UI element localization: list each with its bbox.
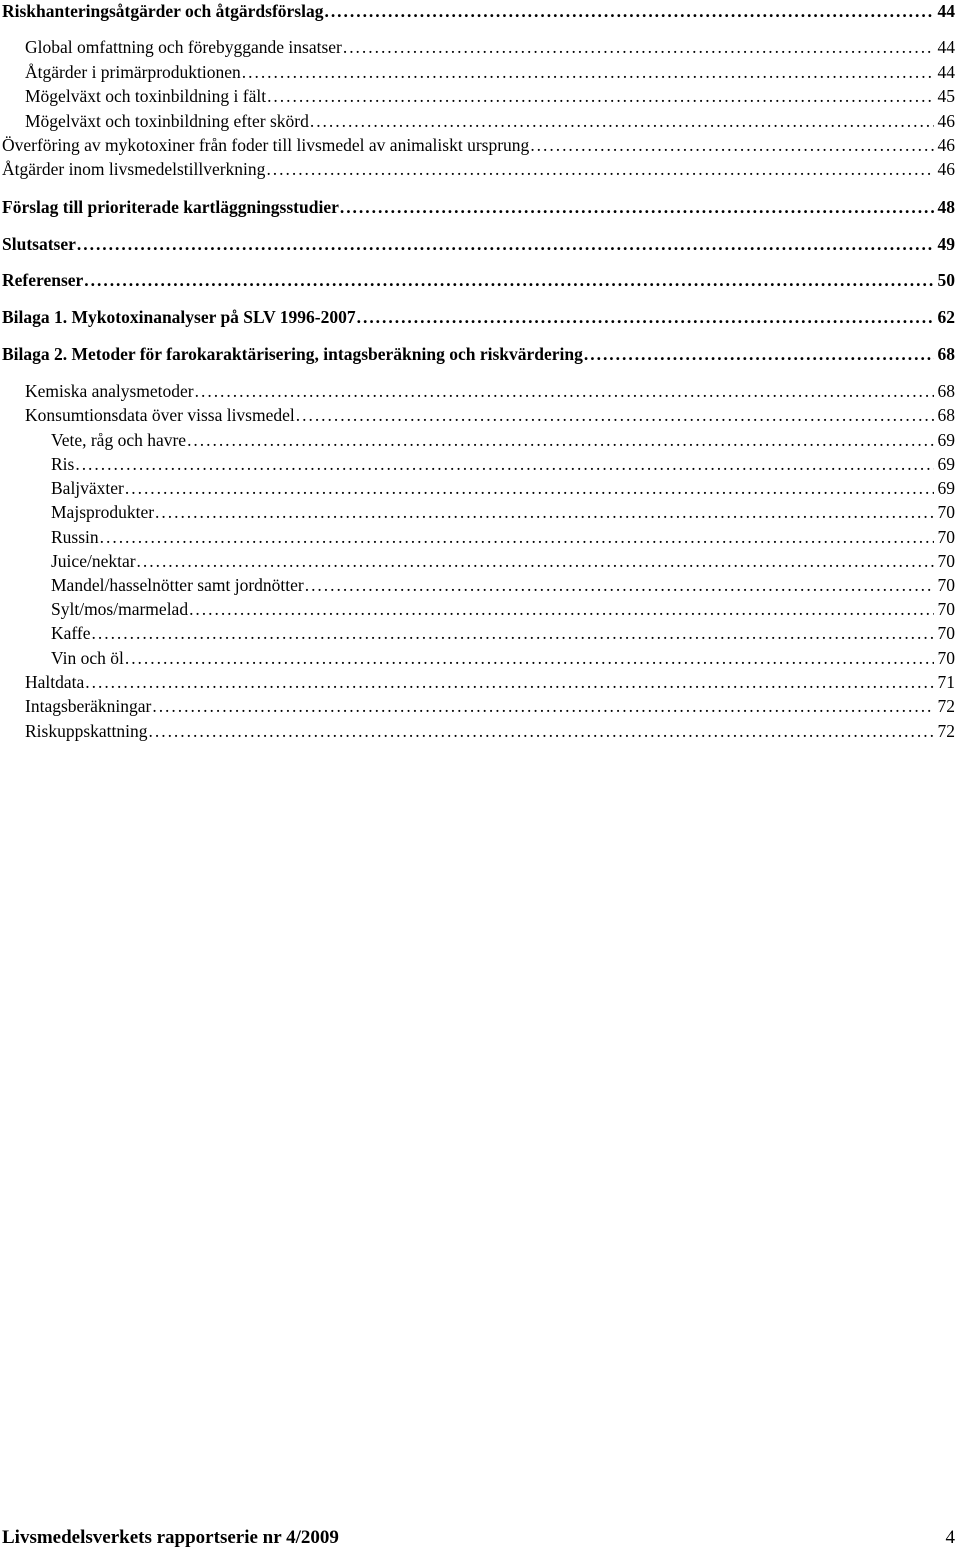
toc-entry-page: 68 — [937, 344, 955, 364]
dot-leader — [187, 429, 933, 451]
toc-entry-title: Sylt/mos/marmelad — [51, 599, 189, 619]
toc-entry[interactable] — [25, 61, 955, 83]
toc-entry-title: Mandel/hasselnötter samt jordnötter — [51, 575, 304, 595]
toc-entry-title: Intagsberäkningar — [25, 696, 152, 716]
toc-entry-title: Mögelväxt och toxinbildning i fält — [25, 86, 267, 106]
toc-entry[interactable] — [51, 526, 955, 548]
dot-leader — [189, 598, 933, 620]
toc-entry[interactable] — [25, 85, 955, 107]
toc-entry-title: Vin och öl — [51, 648, 124, 668]
dot-leader — [305, 574, 934, 596]
toc-entry[interactable] — [25, 110, 955, 132]
toc-entry[interactable] — [2, 233, 955, 255]
toc-entry-page: 44 — [937, 37, 955, 57]
dot-leader — [152, 695, 933, 717]
dot-leader — [357, 306, 934, 328]
toc-entry-page: 46 — [937, 135, 955, 155]
toc-entry-title: Majsprodukter — [51, 502, 155, 522]
toc-entry[interactable] — [25, 404, 955, 426]
toc-entry[interactable] — [25, 720, 955, 742]
toc-entry-title: Slutsatser — [2, 234, 76, 254]
toc-entry[interactable] — [51, 622, 955, 644]
toc-entry-page: 70 — [937, 502, 955, 522]
toc-entry[interactable] — [2, 134, 955, 156]
toc-entry[interactable] — [2, 0, 955, 22]
toc-entry-title: Mögelväxt och toxinbildning efter skörd — [25, 111, 309, 131]
dot-leader — [100, 526, 934, 548]
toc-entry[interactable] — [2, 158, 955, 180]
dot-leader — [266, 158, 933, 180]
toc-entry-title: Överföring av mykotoxiner från foder till livsmedel av animaliskt ursprung — [2, 135, 530, 155]
dot-leader — [195, 380, 934, 402]
toc-entry-title: Russin — [51, 527, 99, 547]
toc-entry[interactable] — [25, 380, 955, 402]
toc-entry[interactable] — [25, 671, 955, 693]
dot-leader — [137, 550, 934, 572]
dot-leader — [77, 233, 934, 255]
toc-entry[interactable] — [51, 574, 955, 596]
dot-leader — [530, 134, 933, 156]
toc-entry-title: Konsumtionsdata över vissa livsmedel — [25, 405, 295, 425]
dot-leader — [296, 404, 934, 426]
dot-leader — [584, 343, 934, 365]
toc-entry-page: 50 — [937, 270, 955, 290]
dot-leader — [125, 477, 934, 499]
toc-entry-title: Förslag till prioriterade kartläggningsstudier — [2, 197, 339, 217]
toc-entry-title: Juice/nektar — [51, 551, 136, 571]
toc-entry-title: Bilaga 2. Metoder för farokaraktärisering, intagsberäkning och riskvärdering — [2, 344, 583, 364]
toc-entry-title: Global omfattning och förebyggande insatser — [25, 37, 342, 57]
toc-entry[interactable] — [51, 550, 955, 572]
report-series-label: Livsmedelsverkets rapportserie nr 4/2009 — [2, 1527, 339, 1548]
toc-entry-page: 70 — [937, 599, 955, 619]
toc-entry[interactable] — [2, 306, 955, 328]
toc-entry[interactable] — [51, 598, 955, 620]
dot-leader — [310, 110, 934, 132]
dot-leader — [324, 0, 933, 22]
toc-entry[interactable] — [51, 477, 955, 499]
toc-entry-page: 69 — [937, 454, 955, 474]
toc-entry-page: 48 — [937, 197, 955, 217]
toc-entry[interactable] — [25, 695, 955, 717]
dot-leader — [242, 61, 934, 83]
toc-entry-page: 70 — [937, 551, 955, 571]
toc-entry-title: Åtgärder i primärproduktionen — [25, 62, 241, 82]
dot-leader — [149, 720, 934, 742]
toc-entry-title: Kemiska analysmetoder — [25, 381, 194, 401]
toc-entry[interactable] — [25, 36, 955, 58]
toc-entry[interactable] — [2, 343, 955, 365]
toc-entry-page: 44 — [937, 62, 955, 82]
dot-leader — [343, 36, 934, 58]
toc-entry-page: 68 — [937, 405, 955, 425]
toc-entry-title: Haltdata — [25, 672, 85, 692]
toc-entry-page: 44 — [937, 1, 955, 21]
toc-entry-title: Vete, råg och havre — [51, 430, 187, 450]
dot-leader — [92, 622, 934, 644]
toc-entry-title: Referenser — [2, 270, 84, 290]
toc-entry[interactable] — [51, 647, 955, 669]
toc-entry-page: 49 — [937, 234, 955, 254]
toc-entry-title: Kaffe — [51, 623, 91, 643]
dot-leader — [155, 501, 933, 523]
toc-entry-page: 70 — [937, 575, 955, 595]
toc-entry-title: Riskhanteringsåtgärder och åtgärdsförslag — [2, 1, 324, 21]
toc-entry-page: 69 — [937, 478, 955, 498]
toc-entry[interactable] — [2, 196, 955, 218]
toc-entry-title: Åtgärder inom livsmedelstillverkning — [2, 159, 266, 179]
toc-entry-page: 72 — [937, 696, 955, 716]
toc-entry-title: Ris — [51, 454, 75, 474]
toc-entry-page: 70 — [937, 623, 955, 643]
toc-entry-title: Baljväxter — [51, 478, 124, 498]
toc-entry[interactable] — [2, 269, 955, 291]
toc-entry[interactable] — [51, 501, 955, 523]
toc-entry-page: 70 — [937, 527, 955, 547]
toc-entry-page: 68 — [937, 381, 955, 401]
toc-entry-page: 45 — [937, 86, 955, 106]
dot-leader — [85, 671, 933, 693]
toc-entry[interactable] — [51, 429, 955, 451]
dot-leader — [84, 269, 933, 291]
dot-leader — [75, 453, 933, 475]
toc-entry-page: 72 — [937, 721, 955, 741]
toc-entry-title: Riskuppskattning — [25, 721, 148, 741]
toc-entry-title: Bilaga 1. Mykotoxinanalyser på SLV 1996-2007 — [2, 307, 356, 327]
dot-leader — [125, 647, 934, 669]
page-footer — [2, 1526, 955, 1550]
toc-entry-page: 46 — [937, 111, 955, 131]
toc-entry-page: 71 — [937, 672, 955, 692]
toc-entry-page: 46 — [937, 159, 955, 179]
page-number: 4 — [945, 1527, 955, 1548]
toc-entry-page: 62 — [937, 307, 955, 327]
dot-leader — [340, 196, 934, 218]
dot-leader — [267, 85, 933, 107]
toc-entry[interactable] — [51, 453, 955, 475]
toc-entry-page: 70 — [937, 648, 955, 668]
toc-entry-page: 69 — [937, 430, 955, 450]
